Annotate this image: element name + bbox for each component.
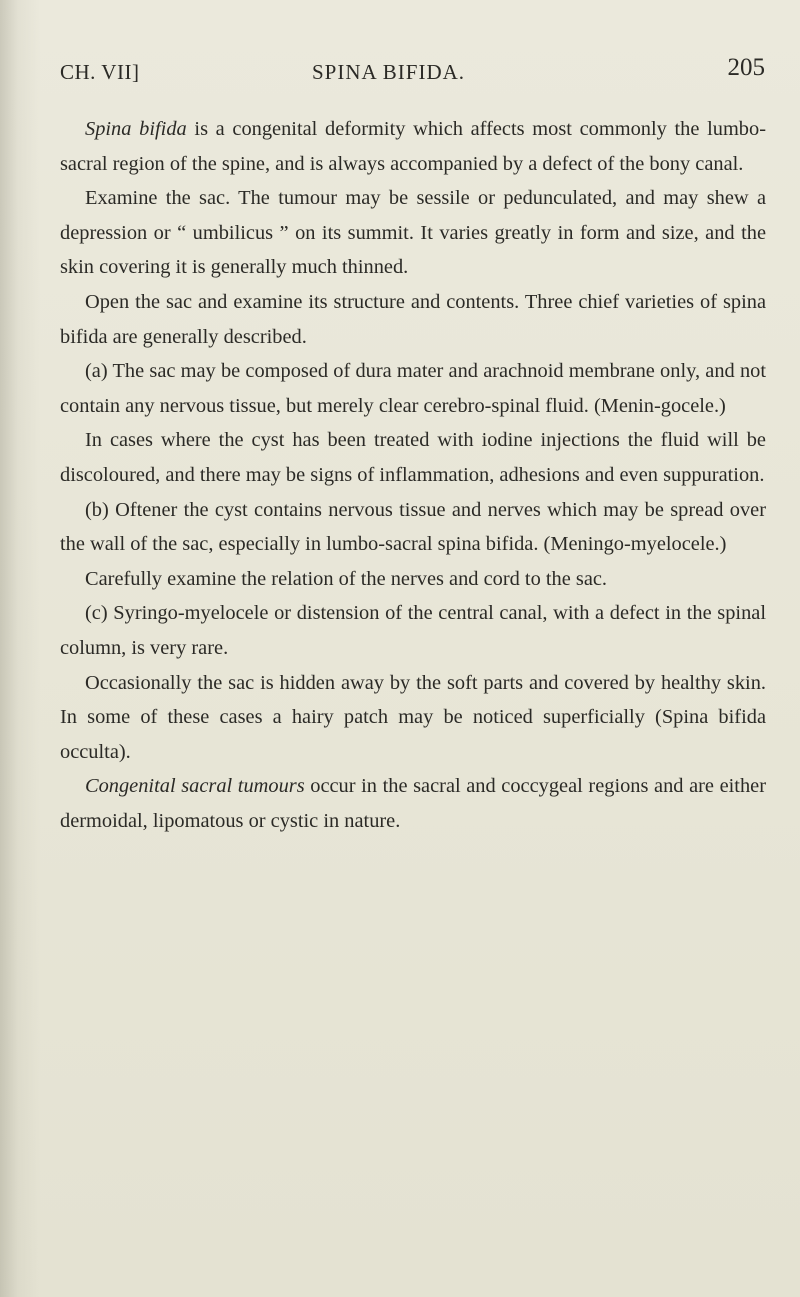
italic-term: Congenital sacral tumours (85, 775, 305, 798)
paragraph (60, 285, 766, 354)
paragraph-text: occur in the sacral and coccygeal regions and are either dermoidal, lipomatous or cystic in nature. (60, 775, 766, 832)
paragraph-text: Examine the sac. The tumour may be sessile or pedunculated, and may shew a depression or “ umbilicus ” on its summit. It varies greatly in form and size, and the skin covering it is generally much thinned. (60, 187, 766, 279)
paragraph (60, 354, 766, 423)
paragraph-text: In cases where the cyst has been treated with iodine injections the fluid will be discoloured, and there may be signs of inflammation, adhesions and even suppuration. (60, 429, 766, 486)
paragraph-text: Occasionally the sac is hidden away by the soft parts and covered by healthy skin. In some of these cases a hairy patch may be noticed superficially (Spina bifida occulta). (60, 671, 766, 763)
paragraph (60, 596, 766, 665)
running-header (60, 54, 765, 88)
running-title: SPINA BIFIDA. (312, 60, 466, 84)
paragraph (60, 562, 766, 597)
paragraph-text: Open the sac and examine its structure and contents. Three chief varieties of spina bifida are generally described. (60, 290, 766, 348)
chapter-label: CH. VII] (60, 60, 140, 84)
paragraph (60, 181, 766, 285)
paragraph (60, 423, 766, 492)
paragraph (60, 666, 766, 770)
italic-term: Spina bifida (85, 118, 187, 140)
paragraph (60, 493, 766, 562)
paragraph (60, 112, 766, 181)
paragraph-text: (a) The sac may be composed of dura mater and arachnoid membrane only, and not contain any nervous tissue, but merely clear cerebro-spinal fluid. (Menin-gocele.) (60, 360, 766, 417)
paragraph-text: is a congenital deformity which affects most commonly the lumbo-sacral region of the spine, and is always accompanied by a defect of the bony canal. (60, 118, 766, 175)
page-number: 205 (727, 54, 765, 81)
paragraph (60, 769, 766, 838)
paragraph-text: (b) Oftener the cyst contains nervous tissue and nerves which may be spread over the wall of the sac, especially in lumbo-sacral spina bifida. (Meningo-myelocele.) (60, 498, 766, 556)
body-text (60, 112, 766, 838)
paragraph-text: Carefully examine the relation of the nerves and cord to the sac. (85, 567, 608, 590)
paragraph-text: (c) Syringo-myelocele or distension of the central canal, with a defect in the spinal column, is very rare. (60, 602, 766, 659)
